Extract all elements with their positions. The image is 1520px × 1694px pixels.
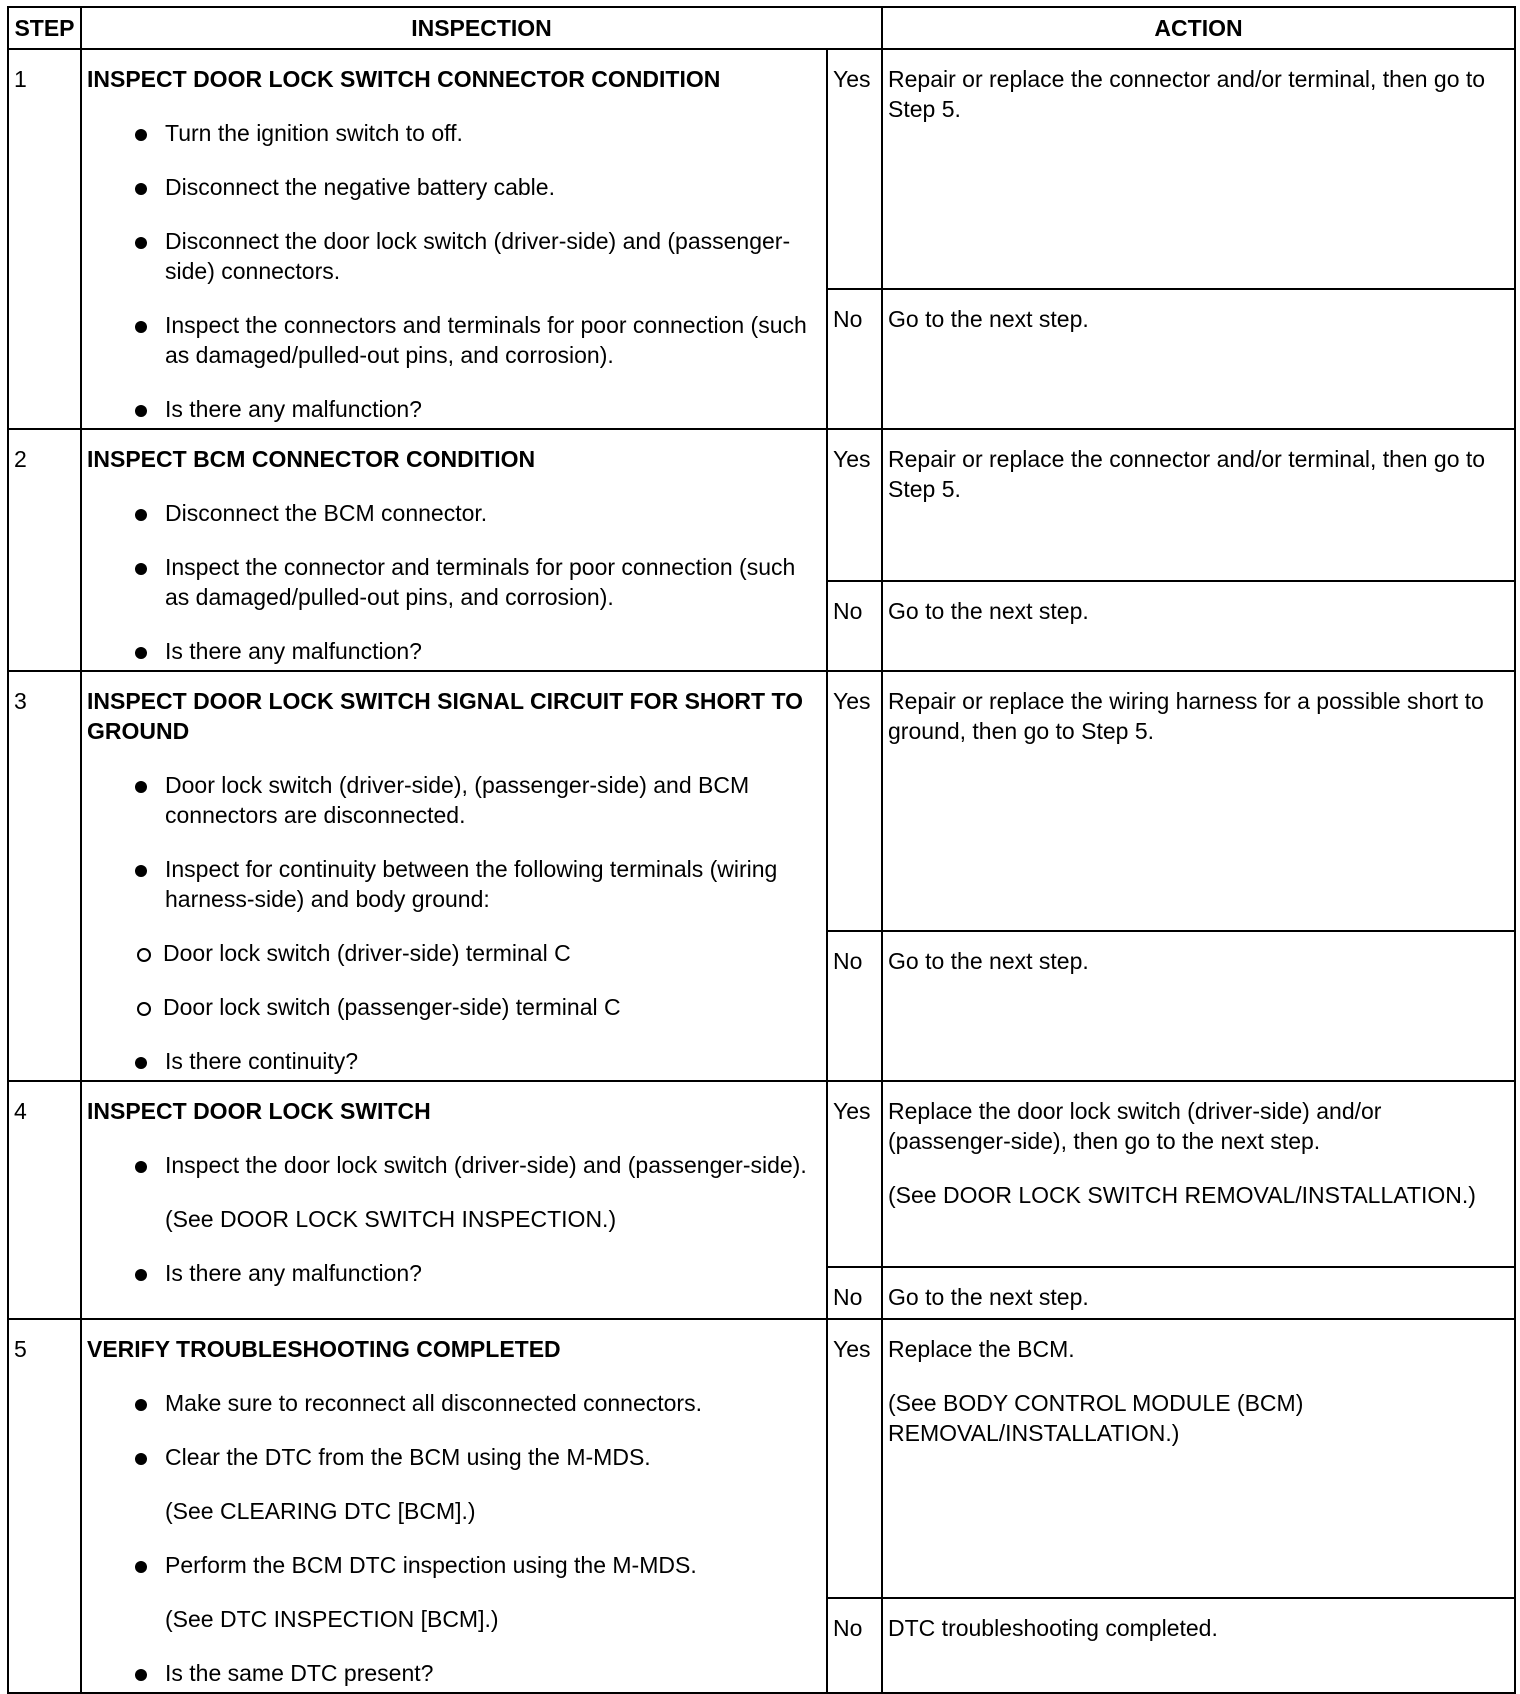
no-action: Go to the next step. — [882, 931, 1515, 1081]
step-number: 4 — [8, 1081, 81, 1319]
diagnostic-procedure-table — [7, 6, 1516, 1694]
yes-action-text: Replace the BCM. — [888, 1336, 1075, 1362]
bullet-text: Perform the BCM DTC inspection using the M-MDS. — [165, 1552, 697, 1578]
step-inspection — [81, 1081, 827, 1319]
inspection-bullets — [87, 770, 821, 914]
bullet-item: Disconnect the negative battery cable. — [87, 172, 821, 202]
bullet-item: Inspect the connector and terminals for poor connection (such as damaged/pulled-out pins, and corrosion). — [87, 552, 821, 612]
inspection-title: VERIFY TROUBLESHOOTING COMPLETED — [87, 1336, 561, 1362]
step-number: 5 — [8, 1319, 81, 1693]
inspection-bullets — [87, 118, 821, 424]
no-label: No — [827, 289, 882, 429]
bullet-item — [87, 1442, 821, 1526]
bullet-item — [87, 1550, 821, 1634]
step-number: 3 — [8, 671, 81, 1081]
bullet-item: Is there continuity? — [87, 1046, 821, 1076]
reference-link[interactable]: (See DOOR LOCK SWITCH INSPECTION.) — [165, 1206, 617, 1232]
header-row — [8, 7, 1515, 49]
no-action: Go to the next step. — [882, 1267, 1515, 1319]
no-action: Go to the next step. — [882, 581, 1515, 671]
yes-label: Yes — [827, 671, 882, 931]
inspection-title: INSPECT DOOR LOCK SWITCH SIGNAL CIRCUIT FOR SHORT TO GROUND — [87, 688, 803, 744]
step-number: 1 — [8, 49, 81, 429]
yes-label: Yes — [827, 1319, 882, 1598]
inspection-bullets — [87, 498, 821, 666]
inspection-title: INSPECT DOOR LOCK SWITCH CONNECTOR CONDITION — [87, 66, 721, 92]
step-3-yes-row — [8, 671, 1515, 931]
step-4-yes-row — [8, 1081, 1515, 1267]
step-inspection — [81, 1319, 827, 1693]
no-label: No — [827, 931, 882, 1081]
yes-action: Repair or replace the connector and/or terminal, then go to Step 5. — [882, 49, 1515, 289]
inspection-bullets-final — [87, 1046, 821, 1076]
inspection-title: INSPECT DOOR LOCK SWITCH — [87, 1098, 431, 1124]
inspection-bullets — [87, 1150, 821, 1288]
bullet-item: Disconnect the door lock switch (driver-side) and (passenger-side) connectors. — [87, 226, 821, 286]
yes-action: Repair or replace the connector and/or terminal, then go to Step 5. — [882, 429, 1515, 581]
reference-link[interactable]: (See CLEARING DTC [BCM].) — [165, 1498, 476, 1524]
bullet-item: Turn the ignition switch to off. — [87, 118, 821, 148]
bullet-text: Clear the DTC from the BCM using the M-MDS. — [165, 1444, 651, 1470]
yes-action — [882, 1081, 1515, 1267]
step-2-yes-row — [8, 429, 1515, 581]
inspection-column-header: INSPECTION — [81, 7, 882, 49]
inspection-sub-bullets — [87, 938, 821, 1022]
yes-action: Repair or replace the wiring harness for a possible short to ground, then go to Step 5. — [882, 671, 1515, 931]
yes-label: Yes — [827, 49, 882, 289]
bullet-text: Inspect the door lock switch (driver-side) and (passenger-side). — [165, 1152, 807, 1178]
no-label: No — [827, 1267, 882, 1319]
action-column-header: ACTION — [882, 7, 1515, 49]
step-inspection — [81, 49, 827, 429]
reference-link[interactable]: (See DTC INSPECTION [BCM].) — [165, 1606, 499, 1632]
bullet-item: Is there any malfunction? — [87, 636, 821, 666]
bullet-item: Inspect for continuity between the following terminals (wiring harness-side) and body ground: — [87, 854, 821, 914]
yes-label: Yes — [827, 1081, 882, 1267]
bullet-item: Is the same DTC present? — [87, 1658, 821, 1688]
bullet-item: Is there any malfunction? — [87, 394, 821, 424]
step-column-header: STEP — [8, 7, 81, 49]
bullet-item: Inspect the connectors and terminals for poor connection (such as damaged/pulled-out pins, and corrosion). — [87, 310, 821, 370]
inspection-title: INSPECT BCM CONNECTOR CONDITION — [87, 446, 536, 472]
step-number: 2 — [8, 429, 81, 671]
step-1-yes-row — [8, 49, 1515, 289]
inspection-bullets — [87, 1388, 821, 1688]
reference-link[interactable]: (See DOOR LOCK SWITCH REMOVAL/INSTALLATION.) — [888, 1182, 1476, 1208]
no-action: DTC troubleshooting completed. — [882, 1598, 1515, 1693]
reference-link[interactable]: (See BODY CONTROL MODULE (BCM) REMOVAL/INSTALLATION.) — [888, 1390, 1304, 1446]
yes-action — [882, 1319, 1515, 1598]
bullet-item: Disconnect the BCM connector. — [87, 498, 821, 528]
bullet-item: Door lock switch (driver-side), (passenger-side) and BCM connectors are disconnected. — [87, 770, 821, 830]
no-action: Go to the next step. — [882, 289, 1515, 429]
yes-action-text: Replace the door lock switch (driver-side) and/or (passenger-side), then go to the next step. — [888, 1098, 1382, 1154]
yes-label: Yes — [827, 429, 882, 581]
bullet-item: Make sure to reconnect all disconnected connectors. — [87, 1388, 821, 1418]
sub-bullet-item: Door lock switch (passenger-side) terminal C — [87, 992, 821, 1022]
step-5-yes-row — [8, 1319, 1515, 1598]
bullet-item: Is there any malfunction? — [87, 1258, 821, 1288]
step-inspection — [81, 429, 827, 671]
step-inspection — [81, 671, 827, 1081]
bullet-item — [87, 1150, 821, 1234]
no-label: No — [827, 1598, 882, 1693]
sub-bullet-item: Door lock switch (driver-side) terminal C — [87, 938, 821, 968]
no-label: No — [827, 581, 882, 671]
